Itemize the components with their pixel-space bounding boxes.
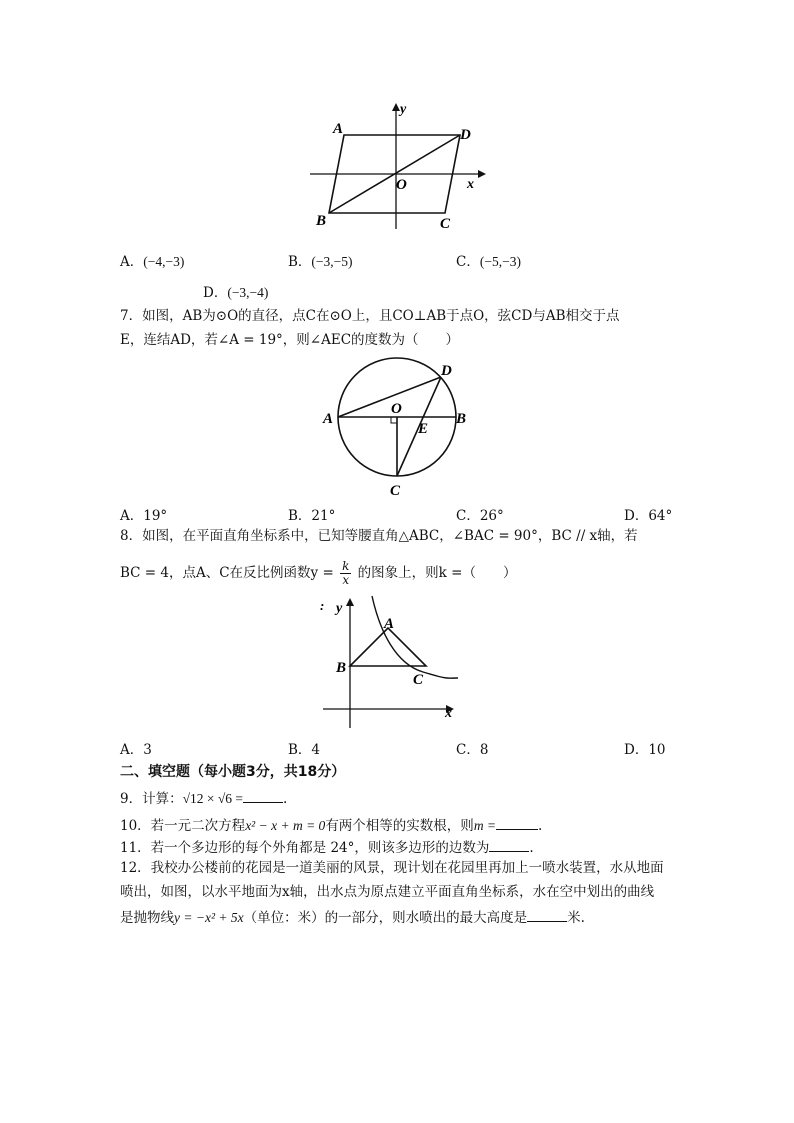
q12-line-3 bbox=[120, 907, 585, 927]
q7-line-1: 7．如图，AB为⊙O的直径，点C在⊙O上，且CO⊥AB于点O，弦CD与AB相交于点 bbox=[120, 308, 620, 324]
q10-middle: 有两个相等的实数根，则 bbox=[325, 818, 474, 834]
q7-option-b bbox=[288, 504, 335, 524]
q6-option-c bbox=[456, 250, 521, 270]
option-label: A． bbox=[120, 508, 144, 524]
q6-option-b bbox=[288, 250, 353, 270]
q8-line-1: 8．如图，在平面直角坐标系中，已知等腰直角△ABC，∠BAC = 90°，BC // x轴，若 bbox=[120, 528, 638, 544]
label-b: B bbox=[316, 213, 327, 229]
q7-circle-figure bbox=[318, 355, 478, 500]
option-label: D． bbox=[624, 742, 649, 758]
q12-equation: y = −x² + 5x bbox=[174, 910, 244, 925]
q12-prefix: 是抛物线 bbox=[120, 910, 174, 926]
option-text: 4 bbox=[311, 742, 321, 758]
label-x: x bbox=[445, 706, 452, 721]
fraction-denominator: x bbox=[342, 573, 350, 587]
q8-line-2-end: 的图象上，则k =（ ） bbox=[357, 565, 517, 581]
x-axis-arrow-icon bbox=[478, 170, 486, 178]
label-a: A bbox=[333, 121, 344, 137]
option-text: 10 bbox=[648, 742, 666, 758]
option-label: C． bbox=[456, 508, 480, 524]
right-angle-mark bbox=[391, 417, 397, 423]
q9-answer-blank[interactable] bbox=[243, 788, 283, 803]
option-text: (−5,−3) bbox=[479, 254, 521, 269]
label-c: C bbox=[440, 216, 451, 232]
q8-option-c bbox=[456, 738, 488, 758]
label-c: C bbox=[390, 483, 401, 499]
q7-line-2: E，连结AD，若∠A = 19°，则∠AEC的度数为（ ） bbox=[120, 332, 460, 348]
option-text: (−3,−5) bbox=[311, 254, 353, 269]
label-x: x bbox=[467, 177, 474, 192]
q12-answer-blank[interactable] bbox=[527, 907, 567, 922]
option-text: (−4,−3) bbox=[143, 254, 185, 269]
q10-line bbox=[120, 815, 542, 835]
label-b: B bbox=[456, 411, 467, 427]
option-label: D． bbox=[203, 285, 228, 301]
label-a: A bbox=[384, 616, 395, 632]
label-o: O bbox=[391, 401, 402, 417]
option-text: (−3,−4) bbox=[227, 285, 269, 300]
y-axis-arrow-icon bbox=[392, 103, 400, 111]
label-d: D bbox=[441, 363, 452, 379]
q6-parallelogram-figure bbox=[300, 95, 500, 235]
q8-option-a bbox=[120, 738, 152, 758]
q10-prefix: 10．若一元二次方程 bbox=[120, 818, 246, 834]
option-label: C． bbox=[456, 254, 480, 270]
q10-variable: m = bbox=[473, 818, 497, 833]
option-text: 8 bbox=[479, 742, 489, 758]
q9-line bbox=[120, 788, 287, 808]
q11-answer-blank[interactable] bbox=[489, 837, 529, 852]
q8-hyperbola-figure bbox=[318, 592, 463, 732]
option-text: 3 bbox=[143, 742, 152, 758]
q9-expression: √12 × √6 = bbox=[182, 791, 244, 806]
label-y: y bbox=[336, 601, 343, 616]
option-label: B． bbox=[288, 508, 312, 524]
label-b: B bbox=[336, 660, 347, 676]
option-text: 64° bbox=[648, 508, 673, 524]
fraction-numerator: k bbox=[342, 559, 350, 573]
q12-line-2: 喷出，如图，以水平地面为x轴，出水点为原点建立平面直角坐标系，水在空中划出的曲线 bbox=[120, 884, 655, 900]
q7-option-c bbox=[456, 504, 504, 524]
label-o: O bbox=[396, 177, 407, 193]
option-label: D． bbox=[624, 508, 649, 524]
label-y: y bbox=[400, 102, 407, 117]
option-label: A． bbox=[120, 254, 144, 270]
q8-line-2 bbox=[120, 560, 516, 587]
option-label: A． bbox=[120, 742, 144, 758]
option-label: B． bbox=[288, 742, 312, 758]
option-label: B． bbox=[288, 254, 312, 270]
q12-line-1: 12．我校办公楼前的花园是一道美丽的风景，现计划在花园里再加上一喷水装置，水从地面 bbox=[120, 860, 664, 876]
label-c: C bbox=[413, 672, 424, 688]
option-text: 21° bbox=[311, 508, 336, 524]
stray-mark: : bbox=[320, 598, 325, 613]
q8-option-b bbox=[288, 738, 320, 758]
option-text: 19° bbox=[143, 508, 168, 524]
q8-option-d bbox=[624, 738, 666, 758]
q10-equation: x² − x + m = 0 bbox=[245, 818, 326, 833]
section-2-heading: 二、填空题（每小题3分，共18分） bbox=[120, 764, 346, 780]
y-axis-arrow-icon bbox=[346, 598, 354, 606]
q10-answer-blank[interactable] bbox=[496, 815, 538, 830]
q9-prefix: 9．计算： bbox=[120, 791, 183, 807]
label-d: D bbox=[460, 127, 471, 143]
q12-suffix: 米. bbox=[567, 910, 585, 926]
q7-option-d bbox=[624, 504, 672, 524]
q8-line-2-start: BC = 4，点A、C在反比例函数y = bbox=[120, 565, 334, 581]
q12-middle: （单位：米）的一部分，则水喷出的最大高度是 bbox=[243, 910, 528, 926]
option-text: 26° bbox=[479, 508, 504, 524]
q9-suffix: . bbox=[283, 791, 288, 807]
label-e: E bbox=[418, 421, 429, 437]
q11-line bbox=[120, 837, 534, 857]
q10-suffix: . bbox=[538, 818, 543, 834]
q7-option-a bbox=[120, 504, 167, 524]
q11-text: 11．若一个多边形的每个外角都是 24°，则该多边形的边数为 bbox=[120, 840, 490, 856]
q11-suffix: . bbox=[529, 840, 534, 856]
label-a: A bbox=[323, 411, 334, 427]
fraction-k-over-x bbox=[340, 560, 351, 587]
option-label: C． bbox=[456, 742, 480, 758]
q6-option-a bbox=[120, 250, 184, 270]
triangle-abc bbox=[350, 628, 426, 666]
q6-option-d bbox=[203, 281, 268, 301]
